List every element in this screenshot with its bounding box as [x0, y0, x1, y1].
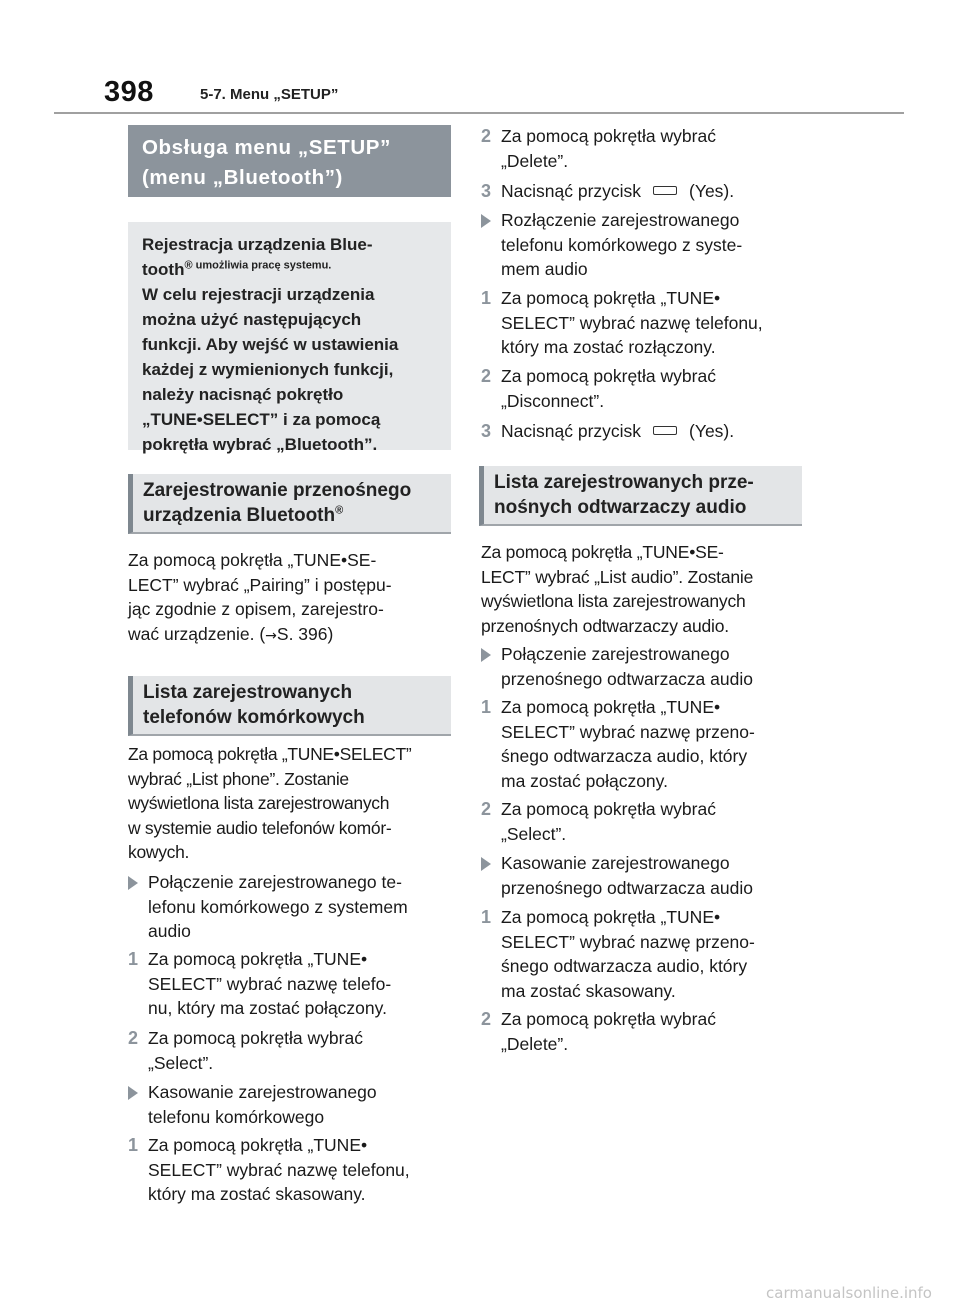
- step-number: 1: [481, 697, 492, 717]
- step-number: 1: [481, 907, 492, 927]
- step-item: 2 Za pomocą pokrętła wybrać „Delete”.: [481, 1009, 716, 1054]
- step-number: 2: [128, 1028, 139, 1048]
- step-item: 3 Nacisnąć przycisk (Yes).: [481, 419, 811, 444]
- triangle-bullet-icon: [481, 648, 491, 662]
- step-item: 1 Za pomocą pokrętła „TUNE• SELECT” wybrać nazwę telefo- nu, który ma zostać połączony.: [128, 949, 392, 1018]
- step-number: 2: [481, 126, 492, 146]
- step-number: 1: [481, 288, 492, 308]
- sub-heading-pairing: Zarejestrowanie przenośnego urządzenia Bluetooth®: [128, 474, 451, 534]
- arrow-icon: →: [265, 627, 277, 644]
- triangle-bullet-icon: [481, 214, 491, 228]
- step-item: 2 Za pomocą pokrętła wybrać „Disconnect”.: [481, 366, 716, 411]
- paragraph-phone-list: Za pomocą pokrętła „TUNE•SELECT” wybrać „List phone”. Zostanie wyświetlona lista zarejestrowanych w systemie audio telefonów komór- kowych.: [128, 744, 412, 862]
- step-item: 2 Za pomocą pokrętła wybrać „Select”.: [481, 799, 716, 844]
- header-rule: [54, 112, 904, 114]
- step-number: 2: [481, 366, 492, 386]
- step-item: 1 Za pomocą pokrętła „TUNE• SELECT” wybrać nazwę telefonu, który ma zostać rozłączony.: [481, 288, 763, 357]
- sub-heading-audio-list: Lista zarejestrowanych prze- nośnych odtwarzaczy audio: [479, 466, 802, 526]
- list-item: Kasowanie zarejestrowanego przenośnego odtwarzacza audio: [481, 851, 811, 900]
- step-item: 1 Za pomocą pokrętła „TUNE• SELECT” wybrać nazwę telefonu, który ma zostać skasowany.: [128, 1135, 410, 1204]
- step-number: 1: [128, 1135, 139, 1155]
- step-item: 2 Za pomocą pokrętła wybrać „Delete”.: [481, 126, 716, 171]
- list-item: Połączenie zarejestrowanego przenośnego odtwarzacza audio: [481, 642, 811, 691]
- step-number: 2: [481, 799, 492, 819]
- step-number: 1: [128, 949, 139, 969]
- list-item: Połączenie zarejestrowanego te- lefonu komórkowego z systemem audio: [128, 870, 458, 944]
- step-number: 2: [481, 1009, 492, 1029]
- page-header: [0, 0, 960, 120]
- main-heading: Obsługa menu „SETUP” (menu „Bluetooth”): [128, 125, 451, 197]
- page-reference-link[interactable]: S. 396): [276, 623, 334, 644]
- step-item: 3 Nacisnąć przycisk (Yes).: [481, 179, 811, 204]
- triangle-bullet-icon: [128, 1086, 138, 1100]
- chapter-title: 5-7. Menu „SETUP”: [200, 86, 339, 103]
- step-number: 3: [481, 421, 492, 441]
- triangle-bullet-icon: [128, 876, 138, 890]
- step-item: 1 Za pomocą pokrętła „TUNE• SELECT” wybrać nazwę przeno- śnego odtwarzacza audio, który ma zostać połączony.: [481, 697, 755, 791]
- button-icon: [653, 426, 677, 435]
- step-item: 2 Za pomocą pokrętła wybrać „Select”.: [128, 1028, 363, 1073]
- button-icon: [653, 186, 677, 195]
- intro-box: Rejestracja urządzenia Blue- tooth$^{® umożliwia pracę systemu.}$ W celu rejestracji urządzenia można użyć następujących funkcji. Aby wejść w ustawienia każdej z wymienionych funkcji, należy nacisnąć pokrętło „TUNE•SELECT” i za pomocą pokrętła wybrać „Bluetooth”.: [128, 222, 451, 450]
- list-item: Kasowanie zarejestrowanego telefonu komórkowego: [128, 1080, 458, 1129]
- step-item: 1 Za pomocą pokrętła „TUNE• SELECT” wybrać nazwę przeno- śnego odtwarzacza audio, który ma zostać skasowany.: [481, 907, 755, 1001]
- step-number: 3: [481, 181, 492, 201]
- paragraph-pairing: Za pomocą pokrętła „TUNE•SE- LECT” wybrać „Pairing” i postępu- jąc zgodnie z opisem, zarejestro- wać urządzenie. (→S. 396): [128, 550, 392, 644]
- triangle-bullet-icon: [481, 857, 491, 871]
- watermark: carmanualsonline.info: [766, 1284, 932, 1302]
- list-item: Rozłączenie zarejestrowanego telefonu komórkowego z syste- mem audio: [481, 208, 811, 282]
- page-number: 398: [104, 76, 154, 108]
- paragraph-audio-list: Za pomocą pokrętła „TUNE•SE- LECT” wybrać „List audio”. Zostanie wyświetlona lista zarejestrowanych przenośnych odtwarzaczy audio.: [481, 542, 754, 636]
- sub-heading-phone-list: Lista zarejestrowanych telefonów komórkowych: [128, 676, 451, 736]
